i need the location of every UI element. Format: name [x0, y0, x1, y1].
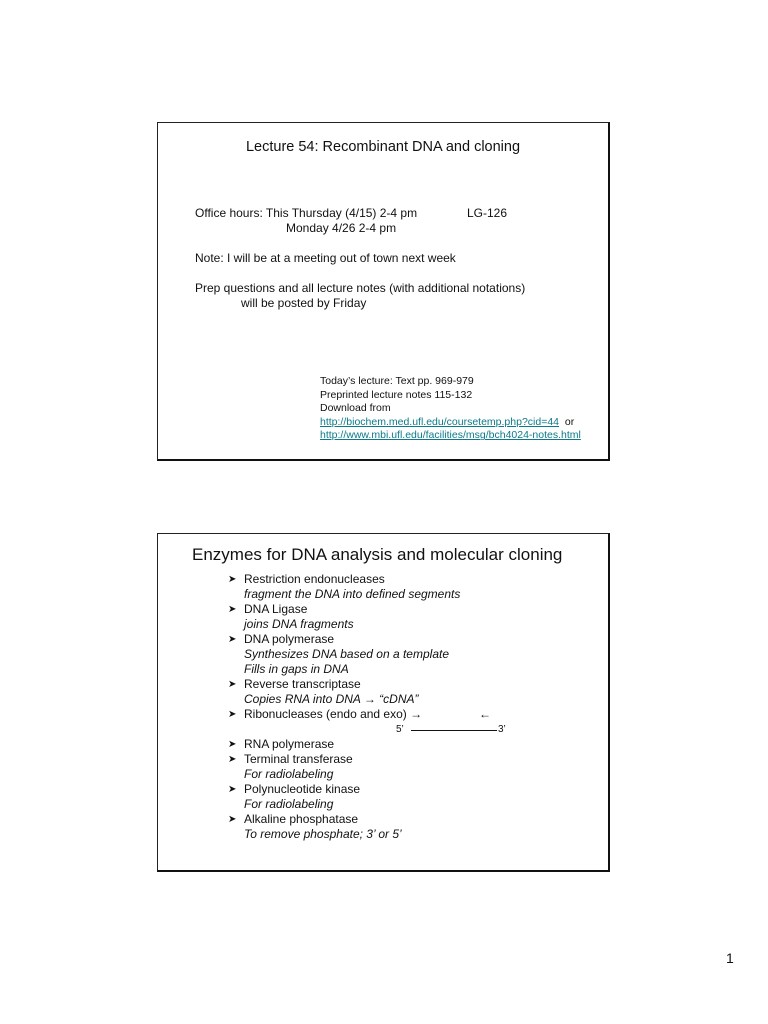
office-room: LG-126 [467, 206, 508, 220]
arrow-bullet-icon: ➤ [228, 814, 237, 825]
list-item: ➤ DNA Ligase [228, 602, 308, 616]
arrow-bullet-icon: ➤ [228, 634, 237, 645]
office-hours-line2: Monday 4/26 2-4 pm [286, 221, 397, 235]
arrow-bullet-icon: ➤ [228, 604, 237, 615]
link-or-text: or [564, 415, 575, 428]
mbi-notes-link[interactable]: http://www.mbi.ufl.edu/facilities/msg/bch4024-notes.html [320, 429, 581, 442]
lecture-slide-1 [157, 122, 610, 461]
slide-title: Lecture 54: Recombinant DNA and cloning [245, 139, 521, 155]
arrow-bullet-icon: ➤ [228, 754, 237, 765]
list-item-description: Synthesizes DNA based on a template [244, 647, 450, 661]
office-hours-line: Office hours: This Thursday (4/15) 2-4 pm [195, 206, 418, 220]
prep-note-line2: will be posted by Friday [241, 296, 367, 310]
three-prime-label: 3’ [498, 724, 506, 735]
strand-line [411, 730, 497, 731]
list-item-description: fragment the DNA into defined segments [244, 587, 461, 601]
arrow-bullet-icon: ➤ [228, 679, 237, 690]
list-item: ➤ Terminal transferase [228, 752, 353, 766]
list-item: ➤ Alkaline phosphatase [228, 812, 359, 826]
arrow-bullet-icon: ➤ [228, 784, 237, 795]
list-item-description: Fills in gaps in DNA [244, 662, 349, 676]
five-prime-label: 5’ [396, 724, 404, 735]
list-item: ➤ Polynucleotide kinase [228, 782, 361, 796]
lecture-notes-pages: Preprinted lecture notes 115-132 [320, 388, 473, 401]
course-notes-link[interactable]: http://biochem.med.ufl.edu/coursetemp.php?cid=44 [320, 415, 560, 428]
arrow-bullet-icon: ➤ [228, 739, 237, 750]
travel-note: Note: I will be at a meeting out of town next week [195, 251, 456, 265]
reading-pages: Today’s lecture: Text pp. 969-979 [320, 375, 474, 387]
list-item: ➤ Ribonucleases (endo and exo) → [228, 707, 423, 721]
list-item-description: For radiolabeling [244, 767, 334, 781]
list-item: ➤ DNA polymerase [228, 632, 335, 646]
list-item: ➤ Reverse transcriptase [228, 677, 361, 691]
list-item-description: joins DNA fragments [244, 617, 354, 631]
reading-info [320, 375, 581, 443]
list-item: ➤ Restriction endonucleases [228, 572, 385, 586]
arrow-bullet-icon: ➤ [228, 574, 237, 585]
slide-title: Enzymes for DNA analysis and molecular cloning [192, 545, 563, 564]
enzyme-list [228, 572, 506, 842]
download-label: Download from [320, 402, 391, 415]
arrow-bullet-icon: ➤ [228, 709, 237, 720]
list-item-description: To remove phosphate; 3’ or 5’ [244, 827, 402, 841]
page-number: 1 [726, 950, 734, 966]
list-item-description: Copies RNA into DNA → “cDNA” [244, 692, 419, 706]
left-arrow-icon: ← [479, 707, 491, 721]
list-item-description: For radiolabeling [244, 797, 334, 811]
lecture-slide-2 [157, 533, 610, 872]
prep-note-line1: Prep questions and all lecture notes (with additional notations) [195, 281, 526, 295]
list-item: ➤ RNA polymerase [228, 737, 335, 751]
